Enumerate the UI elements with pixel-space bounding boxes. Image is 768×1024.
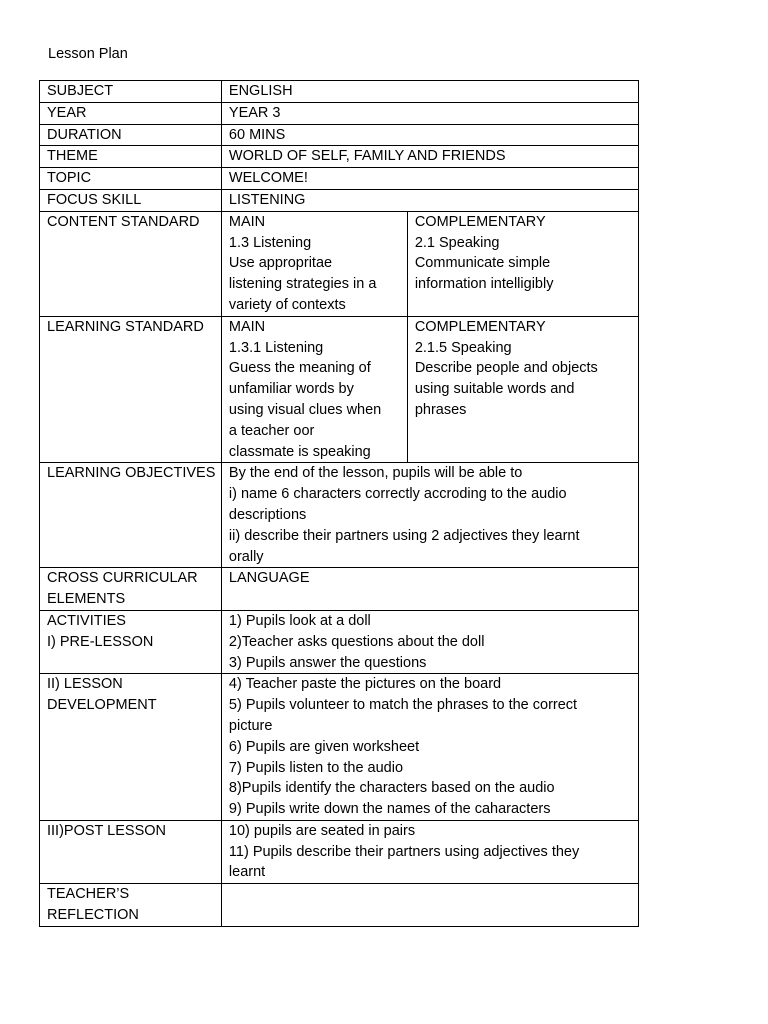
cell-line: picture xyxy=(228,717,273,734)
cell-line: LANGUAGE xyxy=(228,570,310,587)
row-learning-objectives xyxy=(40,463,639,568)
label-text: THEME xyxy=(47,148,98,165)
cell-line: Communicate simple xyxy=(414,255,551,272)
value-text: WELCOME! xyxy=(228,170,308,187)
label-cell xyxy=(40,674,222,821)
cell-line: 6) Pupils are given worksheet xyxy=(228,738,420,755)
cell-line: Describe people and objects xyxy=(414,360,598,377)
label-text: ACTIVITIES xyxy=(47,612,126,629)
label-cell xyxy=(40,168,222,190)
value-cell xyxy=(221,610,638,673)
label-text: TEACHER’S xyxy=(47,886,130,903)
cell-line: 1) Pupils look at a doll xyxy=(228,612,371,629)
label-text: I) PRE-LESSON xyxy=(47,633,154,650)
value-cell xyxy=(221,102,638,124)
value-cell xyxy=(221,568,638,611)
value-cell xyxy=(221,146,638,168)
value-text: WORLD OF SELF, FAMILY AND FRIENDS xyxy=(228,148,506,165)
cell-line: 1.3 Listening xyxy=(228,234,312,251)
cell-line: 8)Pupils identify the characters based on the audio xyxy=(228,780,555,797)
value-cell xyxy=(221,124,638,146)
cell-line: information intelligibly xyxy=(414,276,554,293)
label-cell xyxy=(40,102,222,124)
label-text: CONTENT STANDARD xyxy=(47,213,200,230)
cell-line: MAIN xyxy=(228,318,266,335)
label-cell xyxy=(40,884,222,927)
cell-line: a teacher oor xyxy=(228,422,315,439)
row-content-standard xyxy=(40,211,639,316)
label-text: DEVELOPMENT xyxy=(47,697,157,714)
cell-line: 2.1 Speaking xyxy=(414,234,500,251)
reflection-cell xyxy=(221,884,638,927)
cell-line: descriptions xyxy=(228,506,307,523)
row-teachers-reflection xyxy=(40,884,639,927)
cell-line: using visual clues when xyxy=(228,401,382,418)
label-cell xyxy=(40,568,222,611)
label-cell xyxy=(40,463,222,568)
cell-line: Guess the meaning of xyxy=(228,360,371,377)
row-topic xyxy=(40,168,639,190)
label-text: FOCUS SKILL xyxy=(47,191,142,208)
main-standard-cell xyxy=(221,211,407,316)
cell-line: i) name 6 characters correctly accroding to the audio xyxy=(228,486,567,503)
label-text: CROSS CURRICULAR xyxy=(47,570,198,587)
document-title: Lesson Plan xyxy=(48,46,128,62)
value-cell xyxy=(221,168,638,190)
lesson-plan-table xyxy=(39,80,639,927)
row-focus-skill xyxy=(40,189,639,211)
label-text: II) LESSON xyxy=(47,676,123,693)
label-text: DURATION xyxy=(47,126,122,143)
cell-line: unfamiliar words by xyxy=(228,381,354,398)
value-text: 60 MINS xyxy=(228,126,286,143)
value-cell xyxy=(221,463,638,568)
label-text: LEARNING STANDARD xyxy=(47,318,204,335)
cell-line: By the end of the lesson, pupils will be able to xyxy=(228,465,523,482)
cell-line: Use appropritae xyxy=(228,255,333,272)
row-duration xyxy=(40,124,639,146)
row-post-lesson xyxy=(40,820,639,883)
value-text: LISTENING xyxy=(228,191,306,208)
cell-line: orally xyxy=(228,548,264,565)
value-text: ENGLISH xyxy=(228,83,293,99)
value-cell xyxy=(221,189,638,211)
cell-line: 2.1.5 Speaking xyxy=(414,339,512,356)
cell-line: listening strategies in a xyxy=(228,276,377,293)
cell-line: 5) Pupils volunteer to match the phrases to the correct xyxy=(228,697,578,714)
cell-line: ii) describe their partners using 2 adjectives they learnt xyxy=(228,527,580,544)
label-text: LEARNING OBJECTIVES xyxy=(47,465,216,482)
cell-line: learnt xyxy=(228,864,266,881)
cell-line: phrases xyxy=(414,401,467,418)
row-activities-pre-lesson xyxy=(40,610,639,673)
label-cell xyxy=(40,81,222,103)
cell-line: 7) Pupils listen to the audio xyxy=(228,759,404,776)
label-cell xyxy=(40,610,222,673)
complementary-standard-cell xyxy=(407,316,638,463)
label-cell xyxy=(40,124,222,146)
value-cell xyxy=(221,820,638,883)
row-subject xyxy=(40,81,639,103)
label-cell xyxy=(40,189,222,211)
label-text: REFLECTION xyxy=(47,907,139,924)
label-text: YEAR xyxy=(47,104,87,121)
row-learning-standard xyxy=(40,316,639,463)
label-cell xyxy=(40,211,222,316)
row-lesson-development xyxy=(40,674,639,821)
main-standard-cell xyxy=(221,316,407,463)
cell-line: COMPLEMENTARY xyxy=(414,318,546,335)
value-cell xyxy=(221,81,638,103)
label-cell xyxy=(40,316,222,463)
cell-line: classmate is speaking xyxy=(228,443,371,460)
cell-line: 10) pupils are seated in pairs xyxy=(228,822,416,839)
label-text: SUBJECT xyxy=(47,83,114,99)
cell-line: 11) Pupils describe their partners using adjectives they xyxy=(228,843,580,860)
value-text: YEAR 3 xyxy=(228,104,281,121)
label-cell xyxy=(40,820,222,883)
label-cell xyxy=(40,146,222,168)
cell-line: using suitable words and xyxy=(414,381,575,398)
cell-line: variety of contexts xyxy=(228,296,346,313)
cell-line: 3) Pupils answer the questions xyxy=(228,654,427,671)
row-cross-curricular xyxy=(40,568,639,611)
value-cell xyxy=(221,674,638,821)
label-text: III)POST LESSON xyxy=(47,822,166,839)
cell-line: 2)Teacher asks questions about the doll xyxy=(228,633,485,650)
row-theme xyxy=(40,146,639,168)
cell-line: COMPLEMENTARY xyxy=(414,213,546,230)
label-text: TOPIC xyxy=(47,170,92,187)
cell-line: 4) Teacher paste the pictures on the board xyxy=(228,676,502,693)
cell-line: 9) Pupils write down the names of the caharacters xyxy=(228,801,551,818)
label-text: ELEMENTS xyxy=(47,591,126,608)
cell-line: MAIN xyxy=(228,213,266,230)
cell-line: 1.3.1 Listening xyxy=(228,339,324,356)
row-year xyxy=(40,102,639,124)
complementary-standard-cell xyxy=(407,211,638,316)
